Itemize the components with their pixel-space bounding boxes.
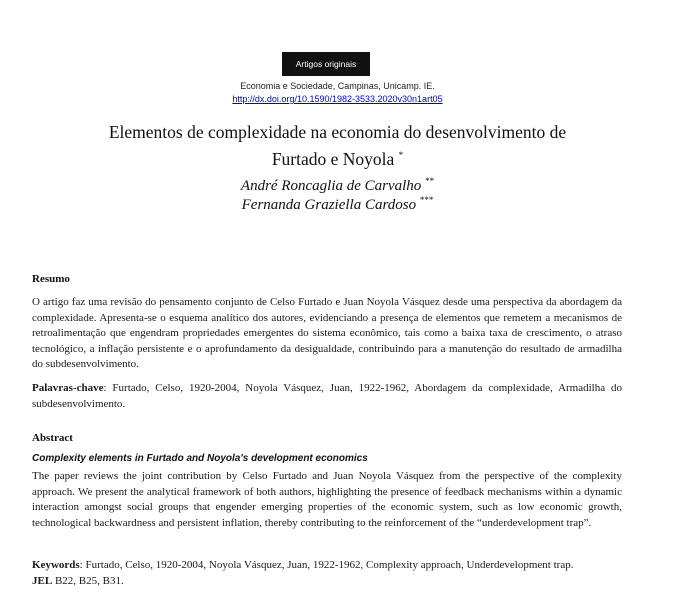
resumo-heading: Resumo [32,273,70,285]
title-line-1: Elementos de complexidade na economia do desenvolvimento de [108,122,567,142]
author-2 [0,195,675,214]
author-2-mark: *** [419,195,434,205]
author-1 [0,176,675,195]
abstract-heading: Abstract [32,432,73,444]
jel-codes: B22, B25, B31. [52,574,124,587]
author-1-mark: ** [425,176,435,186]
section-badge: Artigos originais [282,52,370,76]
keywords-en: : Furtado, Celso, 1920-2004, Noyola Vásquez, Juan, 1922-1962, Complexity approach, Underdevelopment trap. [79,559,574,571]
title-footnote-mark: * [398,150,404,160]
doi-link[interactable]: http://dx.doi.org/10.1590/1982-3533.2020v30n1art05 [232,94,443,104]
jel-label: JEL [32,574,53,587]
abstract-keywords [32,558,622,589]
resumo-text: O artigo faz uma revisão do pensamento conjunto de Celso Furtado e Juan Noyola Vásquez desde uma perspectiva da abordagem da complexidade. Apresenta-se o esquema analítico dos autores, evidenciando a presença de elementos que remetem a mecanismos de retroalimentação que engendram propriedades emergentes do sistema econômico, tais como a baixa taxa de crescimento, o atraso tecnológico, a inflação persistente e o aprofundamento da desigualdade, contribuindo para a manutenção do resultado de armadilha do subdesenvolvimento. [32,296,622,370]
abstract-text: The paper reviews the joint contribution by Celso Furtado and Juan Noyola Vásquez from the perspective of the complexity approach. We present the analytical framework of both authors, highlighting the presence of feedback mechanisms within a dynamic interaction amongst social groups that engender emerging properties of the economic system, such as low economic growth, technological backwardness and persistent inflation, thereby contributing to the reinforcement of the “underdevelopment trap”. [32,470,622,529]
keywords-label-en: Keywords [32,559,80,571]
resumo-keywords [32,381,622,412]
article-title [0,121,675,171]
abstract-subtitle: Complexity elements in Furtado and Noyola's development economics [32,453,368,464]
author-2-name: Fernanda Graziella Cardoso [241,197,417,213]
journal-citation: Economia e Sociedade, Campinas, Unicamp. IE. [240,81,435,91]
title-line-2: Furtado e Noyola [271,149,395,169]
author-1-name: André Roncaglia de Carvalho [240,178,422,194]
keywords-pt: : Furtado, Celso, 1920-2004, Noyola Vásquez, Juan, 1922-1962, Abordagem da complexidade, Armadilha do subdesenvolvimento. [32,382,622,410]
keywords-label-pt: Palavras-chave [32,382,104,394]
